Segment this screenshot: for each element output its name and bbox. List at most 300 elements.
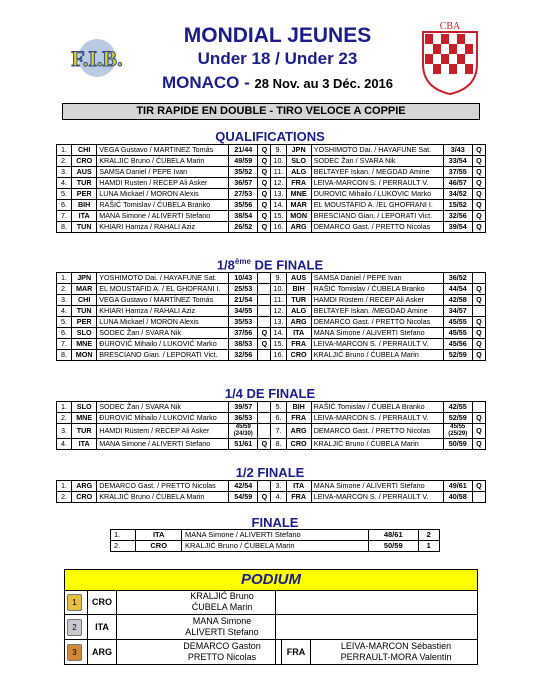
qualified-cell: Q <box>258 200 271 211</box>
country-cell: PER <box>72 317 97 328</box>
players-cell: SAMSA Daniel / PEPE Ivan <box>311 273 443 284</box>
qualified-cell: Q <box>472 328 485 339</box>
country-cell: AUS <box>72 167 97 178</box>
players-cell: ĐUROVIĆ Mihailo / LUKOVIĆ Marko <box>97 413 229 424</box>
medal-icon: 3 <box>67 644 82 661</box>
qualified-cell: Q <box>258 492 271 503</box>
podium-player: KRALJIĆ Bruno <box>190 591 254 601</box>
country-cell: ARG <box>286 424 311 439</box>
country-cell: ITA <box>286 481 311 492</box>
qualified-cell: Q <box>258 189 271 200</box>
seed-cell: 16. <box>271 222 286 233</box>
seed-cell: 4. <box>57 439 72 450</box>
qualified-cell: Q <box>258 167 271 178</box>
players-cell: SODEC Žan / SVARA Nik <box>97 402 229 413</box>
qualified-cell: Q <box>258 222 271 233</box>
score-cell: 42/58 <box>443 295 472 306</box>
score-cell: 32/56 <box>229 350 258 361</box>
score-cell: 36/52 <box>443 273 472 284</box>
score-cell: 35/53 <box>229 317 258 328</box>
seed-cell: 7. <box>271 424 286 439</box>
eighth-final-title <box>62 257 478 272</box>
players-cell: RAŠIĆ Tomislav / ĆUBELA Branko <box>311 284 443 295</box>
score-cell: 48/61 <box>368 530 418 541</box>
qualified-cell: Q <box>472 200 485 211</box>
country-cell: ALG <box>286 167 311 178</box>
result-row <box>57 413 486 424</box>
podium-row <box>64 590 478 615</box>
players-cell: DEMARCO Gast. / PRETTO Nicolas <box>311 424 443 439</box>
location: MONACO - <box>161 73 250 92</box>
score-cell: 45/59 (24/30) <box>229 424 258 439</box>
country-cell: ITA <box>72 211 97 222</box>
score-cell: 39/54 <box>443 222 472 233</box>
score-cell: 34/57 <box>443 306 472 317</box>
seed-cell: 3. <box>57 424 72 439</box>
podium-names <box>157 641 287 663</box>
players-cell: BRESCIANO Gian. / LEPORATI Vict. <box>311 211 443 222</box>
final-row <box>111 541 440 552</box>
country-cell: BIH <box>72 200 97 211</box>
location-line <box>150 73 405 93</box>
players-cell: DEMARCO Gast. / PRETTO Nicolas <box>311 222 443 233</box>
players-cell: YOSHIMOTO Dai. / HAYAFUNE Sat. <box>97 273 229 284</box>
header <box>0 0 541 100</box>
players-cell: DEMARCO Gast. / PRETTO Nicolas <box>311 317 443 328</box>
eighth-title-sup: ème <box>234 257 251 266</box>
score-cell: 37/56 <box>229 328 258 339</box>
players-cell: LEIVA-MARCON S. / PERRAULT V. <box>311 413 443 424</box>
qualified-cell: Q <box>472 222 485 233</box>
score-cell: 50/59 <box>368 541 418 552</box>
players-cell: HAMDI Rusten / RECEP Ali Asker <box>97 178 229 189</box>
seed-cell: 11. <box>271 167 286 178</box>
result-row <box>57 156 486 167</box>
seed-cell: 2. <box>57 156 72 167</box>
country-cell: MAR <box>72 284 97 295</box>
podium-player: ĆUBELA Marin <box>191 602 253 612</box>
result-row <box>57 295 486 306</box>
players-cell: VEGA Gustavo / MARTINEZ Tomás <box>97 145 229 156</box>
seed-cell: 14. <box>271 200 286 211</box>
score-cell: 54/59 <box>229 492 258 503</box>
seed-cell: 5. <box>271 402 286 413</box>
podium-country: CRO <box>87 590 117 614</box>
qualified-cell <box>258 295 271 306</box>
country-cell: TUN <box>72 306 97 317</box>
result-row <box>57 284 486 295</box>
score-cell: 38/54 <box>229 211 258 222</box>
country-cell: CRO <box>72 492 97 503</box>
country-cell: BIH <box>286 402 311 413</box>
score-cell: 35/56 <box>229 200 258 211</box>
players-cell: SODEC Žan / SVARA Nik <box>97 328 229 339</box>
qualified-cell: Q <box>472 167 485 178</box>
country-cell: MON <box>72 350 97 361</box>
seed-cell: 6. <box>271 413 286 424</box>
qualified-cell: Q <box>258 145 271 156</box>
score-cell: 46/57 <box>443 178 472 189</box>
score-cell: 26/52 <box>229 222 258 233</box>
players-cell: LEIVA-MARCON S. / PERRAULT V. <box>311 339 443 350</box>
country-cell: ITA <box>136 530 181 541</box>
qualified-cell: Q <box>472 339 485 350</box>
score-cell: 49/59 <box>229 156 258 167</box>
result-row <box>57 339 486 350</box>
podium-country: ITA <box>87 615 117 639</box>
seed-cell: 10. <box>271 156 286 167</box>
seed-cell: 3. <box>57 295 72 306</box>
score-cell: 51/61 <box>229 439 258 450</box>
score-cell: 21/54 <box>229 295 258 306</box>
country-cell: FRA <box>286 492 311 503</box>
players-cell: EL MOUSTAFID A. / EL GHOFRANI I. <box>97 284 229 295</box>
qualified-cell: Q <box>258 328 271 339</box>
qualified-cell: Q <box>472 295 485 306</box>
country-cell: AUS <box>286 273 311 284</box>
seed-cell: 2. <box>57 284 72 295</box>
seed-cell: 7. <box>57 211 72 222</box>
qualified-cell <box>472 492 485 503</box>
country-cell: BIH <box>286 284 311 295</box>
country-cell: JPN <box>286 145 311 156</box>
country-cell: ITA <box>286 328 311 339</box>
result-row <box>57 273 486 284</box>
players-cell: DEMARCO Gast. / PRETTO Nicolas <box>97 481 229 492</box>
seed-cell: 2. <box>111 541 136 552</box>
page-title: MONDIAL JEUNES <box>183 24 372 47</box>
qualified-cell <box>258 306 271 317</box>
score-cell: 38/53 <box>229 339 258 350</box>
players-cell: MANA Simone / ALIVERTI Stefano <box>97 211 229 222</box>
qualified-cell <box>258 481 271 492</box>
country-cell: MAR <box>286 200 311 211</box>
sets-cell: 1 <box>418 541 440 552</box>
country-cell: CRO <box>286 439 311 450</box>
players-cell: SAMSA Daniel / PEPE Ivan <box>97 167 229 178</box>
score-cell: 44/54 <box>443 284 472 295</box>
podium-player: LEIVA-MARCON Sébastien <box>340 641 452 651</box>
country-cell: TUN <box>72 222 97 233</box>
score-cell: 15/52 <box>443 200 472 211</box>
players-cell: RAŠIĆ Tomislav / ĆUBELA Branko <box>311 402 443 413</box>
country-cell: MNE <box>286 189 311 200</box>
players-cell: MANA Simone / ALIVERTI Stefano <box>181 530 368 541</box>
result-row <box>57 424 486 439</box>
qualified-cell: Q <box>472 284 485 295</box>
final-table <box>110 529 440 552</box>
medal-icon: 1 <box>67 594 82 611</box>
seed-cell: 12. <box>271 178 286 189</box>
country-cell: ARG <box>72 481 97 492</box>
event-title: TIR RAPIDE EN DOUBLE - TIRO VELOCE A COPPIE <box>62 103 480 120</box>
cba-logo <box>415 18 485 96</box>
result-row <box>57 328 486 339</box>
qualified-cell: Q <box>258 339 271 350</box>
country-cell: ARG <box>286 222 311 233</box>
qualified-cell <box>472 402 485 413</box>
seed-cell: 5. <box>57 317 72 328</box>
qualifications-title: QUALIFICATIONS <box>215 129 325 144</box>
result-row <box>57 350 486 361</box>
result-row <box>57 167 486 178</box>
players-cell: LEIVA-MARCON S. / PERRAULT V. <box>311 178 443 189</box>
players-cell: MANA Simone / ALIVERTI Stefano <box>97 439 229 450</box>
seed-cell: 1. <box>57 402 72 413</box>
medal-icon: 2 <box>67 619 82 636</box>
seed-cell: 9. <box>271 273 286 284</box>
podium-row <box>64 615 478 640</box>
dates: 28 Nov. au 3 Déc. 2016 <box>254 76 394 91</box>
country-cell: TUR <box>72 178 97 189</box>
score-cell: 35/52 <box>229 167 258 178</box>
players-cell: MANA Simone / ALIVERTI Stefano <box>311 481 443 492</box>
seed-cell: 12. <box>271 306 286 317</box>
score-cell: 21/44 <box>229 145 258 156</box>
result-row <box>57 439 486 450</box>
podium-player: ALIVERTI Stefano <box>185 627 259 637</box>
country-cell: FRA <box>286 178 311 189</box>
result-row <box>57 222 486 233</box>
seed-cell: 2. <box>57 413 72 424</box>
country-cell: CRO <box>286 350 311 361</box>
players-cell: KHIARI Hamza / RAHALI Aziz <box>97 306 229 317</box>
country-cell: MNE <box>72 413 97 424</box>
country-cell: TUR <box>286 295 311 306</box>
country-cell: CRO <box>136 541 181 552</box>
quarter-final-table <box>56 401 486 450</box>
players-cell: KRALJIĆ Bruno / ĆUBELA Marin <box>311 350 443 361</box>
country-cell: JPN <box>72 273 97 284</box>
qualified-cell: Q <box>258 156 271 167</box>
score-cell: 45/55 <box>443 328 472 339</box>
players-cell: YOSHIMOTO Dai. / HAYAFUNE Sat. <box>311 145 443 156</box>
score-cell: 33/54 <box>443 156 472 167</box>
qualified-cell: Q <box>258 178 271 189</box>
seed-cell: 9. <box>271 145 286 156</box>
players-cell: MANA Simone / ALIVERTI Stefano <box>311 328 443 339</box>
podium-country: ARG <box>87 640 117 664</box>
score-cell: 39/57 <box>229 402 258 413</box>
seed-cell: 6. <box>57 328 72 339</box>
result-row <box>57 189 486 200</box>
podium-row <box>64 640 478 665</box>
players-cell: BELTAYEF Iskan. / MEGDAD Amine <box>311 167 443 178</box>
players-cell: BRESCIANO Gian. / LEPORATI Vict. <box>97 350 229 361</box>
qualified-cell <box>472 273 485 284</box>
players-cell: SODEC Žan / SVARA Nik <box>311 156 443 167</box>
score-cell: 32/56 <box>443 211 472 222</box>
result-row <box>57 178 486 189</box>
qualified-cell: Q <box>472 145 485 156</box>
result-row <box>57 145 486 156</box>
players-cell: KHIARI Hamza / RAHALI Aziz <box>97 222 229 233</box>
players-cell: HAMDI Rüstem / RECEP Ali Asker <box>97 424 229 439</box>
players-cell: VEGA Gustavo / MARTÍNEZ Tomás <box>97 295 229 306</box>
seed-cell: 13. <box>271 317 286 328</box>
players-cell: KRALJIĆ Bruno / ĆUBELA Marin <box>97 492 229 503</box>
qualified-cell: Q <box>472 317 485 328</box>
seed-cell: 8. <box>271 439 286 450</box>
score-cell: 42/55 <box>443 402 472 413</box>
podium-divider <box>275 615 276 639</box>
country-cell: MNE <box>72 339 97 350</box>
country-cell: FRA <box>286 339 311 350</box>
podium-player: DEMARCO Gaston <box>183 641 261 651</box>
podium-player: MANA Simone <box>192 616 252 626</box>
country-cell: CHI <box>72 145 97 156</box>
country-cell: ARG <box>286 317 311 328</box>
qualified-cell: Q <box>472 178 485 189</box>
score-cell: 45/55 (25/29) <box>443 424 472 439</box>
podium-player: PRETTO Nicolas <box>187 652 257 662</box>
score-cell: 34/52 <box>443 189 472 200</box>
qualified-cell: Q <box>472 424 485 439</box>
seed-cell: 3. <box>57 167 72 178</box>
seed-cell: 7. <box>57 339 72 350</box>
seed-cell: 11. <box>271 295 286 306</box>
seed-cell: 15. <box>271 339 286 350</box>
qualified-cell: Q <box>472 439 485 450</box>
score-cell: 34/55 <box>229 306 258 317</box>
score-cell: 45/56 <box>443 339 472 350</box>
players-cell: KRALJIĆ Bruno / ĆUBELA Marin <box>181 541 368 552</box>
seed-cell: 4. <box>271 492 286 503</box>
country-cell: PER <box>72 189 97 200</box>
seed-cell: 15. <box>271 211 286 222</box>
eighth-title-pre: 1/8 <box>216 257 235 273</box>
eighth-final-table <box>56 272 486 361</box>
tiebreak-score: (24/30) <box>233 431 253 437</box>
seed-cell: 2. <box>57 492 72 503</box>
score-cell: 25/53 <box>229 284 258 295</box>
score-cell: 52/59 <box>443 350 472 361</box>
qualifications-table <box>56 144 486 233</box>
result-row <box>57 402 486 413</box>
quarter-final-title: 1/4 DE FINALE <box>224 386 316 401</box>
podium-names <box>321 641 471 663</box>
score-cell: 10/43 <box>229 273 258 284</box>
players-cell: RAŠIĆ Tomislav / ĆUBELA Branko <box>97 200 229 211</box>
country-cell: FRA <box>286 413 311 424</box>
qualified-cell <box>258 424 271 439</box>
final-title: FINALE <box>251 515 299 530</box>
players-cell: HAMDI Rüstem / RECEP Ali Asker <box>311 295 443 306</box>
country-cell: TUR <box>72 424 97 439</box>
seed-cell: 4. <box>57 178 72 189</box>
seed-cell: 1. <box>111 530 136 541</box>
final-row <box>111 530 440 541</box>
result-row <box>57 492 486 503</box>
seed-cell: 1. <box>57 273 72 284</box>
seed-cell: 14. <box>271 328 286 339</box>
qualified-cell: Q <box>472 189 485 200</box>
result-row <box>57 211 486 222</box>
semi-final-table <box>56 480 486 503</box>
qualified-cell: Q <box>472 211 485 222</box>
qualified-cell: Q <box>472 413 485 424</box>
sets-cell: 2 <box>418 530 440 541</box>
players-cell: BELTAYEF Iskan. /MEGDAD Amine <box>311 306 443 317</box>
qualified-cell <box>258 284 271 295</box>
qualified-cell <box>258 402 271 413</box>
semi-final-title: 1/2 FINALE <box>235 465 305 480</box>
country-cell: SLO <box>72 402 97 413</box>
score-cell: 49/61 <box>443 481 472 492</box>
page-subtitle: Under 18 / Under 23 <box>197 49 358 68</box>
seed-cell: 6. <box>57 200 72 211</box>
players-cell: KRALJIĆ Bruno / ĆUBELA Marin <box>311 439 443 450</box>
country-cell: ALG <box>286 306 311 317</box>
cba-logo-text: CBA <box>439 21 461 32</box>
score-cell: 40/58 <box>443 492 472 503</box>
players-cell: LEIVA-MARCON S. / PERRAULT V. <box>311 492 443 503</box>
qualified-cell <box>258 413 271 424</box>
country-cell: CRO <box>72 156 97 167</box>
seed-cell: 13. <box>271 189 286 200</box>
score-cell: 52/59 <box>443 413 472 424</box>
qualified-cell: Q <box>472 481 485 492</box>
score-cell: 50/59 <box>443 439 472 450</box>
podium-player: PERRAULT-MORA Valentin <box>340 652 452 662</box>
podium-country: FRA <box>281 640 311 664</box>
result-row <box>57 317 486 328</box>
seed-cell: 8. <box>57 350 72 361</box>
players-cell: KRALJIC Bruno / ĆUBELA Marin <box>97 156 229 167</box>
score-cell: 45/55 <box>443 317 472 328</box>
qualified-cell <box>258 350 271 361</box>
seed-cell: 1. <box>57 481 72 492</box>
country-cell: SLO <box>72 328 97 339</box>
qualified-cell: Q <box>472 350 485 361</box>
podium-divider <box>275 640 276 664</box>
result-row <box>57 200 486 211</box>
seed-cell: 1. <box>57 145 72 156</box>
country-cell: SLO <box>286 156 311 167</box>
qualified-cell: Q <box>258 211 271 222</box>
fib-logo <box>55 38 140 78</box>
tiebreak-score: (25/29) <box>448 431 468 437</box>
country-cell: ITA <box>72 439 97 450</box>
seed-cell: 3. <box>271 481 286 492</box>
qualified-cell <box>258 273 271 284</box>
score-cell: 36/57 <box>229 178 258 189</box>
players-cell: ĐUROVIĆ Mihailo / LUKOVIĆ Marko <box>97 339 229 350</box>
qualified-cell <box>258 317 271 328</box>
result-row <box>57 481 486 492</box>
qualified-cell <box>472 306 485 317</box>
players-cell: DUROVIC Mihailo / LUKOVIC Marko <box>311 189 443 200</box>
qualified-cell: Q <box>258 439 271 450</box>
seed-cell: 8. <box>57 222 72 233</box>
players-cell: LUNA Mickael / MORON Alexis <box>97 189 229 200</box>
score-cell: 36/53 <box>229 413 258 424</box>
score-cell: 42/54 <box>229 481 258 492</box>
podium-names <box>157 616 287 638</box>
podium-title: PODIUM <box>64 569 478 591</box>
eighth-title-post: DE FINALE <box>250 257 324 273</box>
players-cell: LUNA Mickael / MORON Alexis <box>97 317 229 328</box>
seed-cell: 4. <box>57 306 72 317</box>
fib-logo-text: F.I.B. <box>71 46 123 71</box>
score-cell: 3/43 <box>443 145 472 156</box>
country-cell: MON <box>286 211 311 222</box>
score-cell: 27/53 <box>229 189 258 200</box>
podium-names <box>157 591 287 613</box>
score-cell: 37/55 <box>443 167 472 178</box>
podium-divider <box>275 590 276 614</box>
seed-cell: 5. <box>57 189 72 200</box>
